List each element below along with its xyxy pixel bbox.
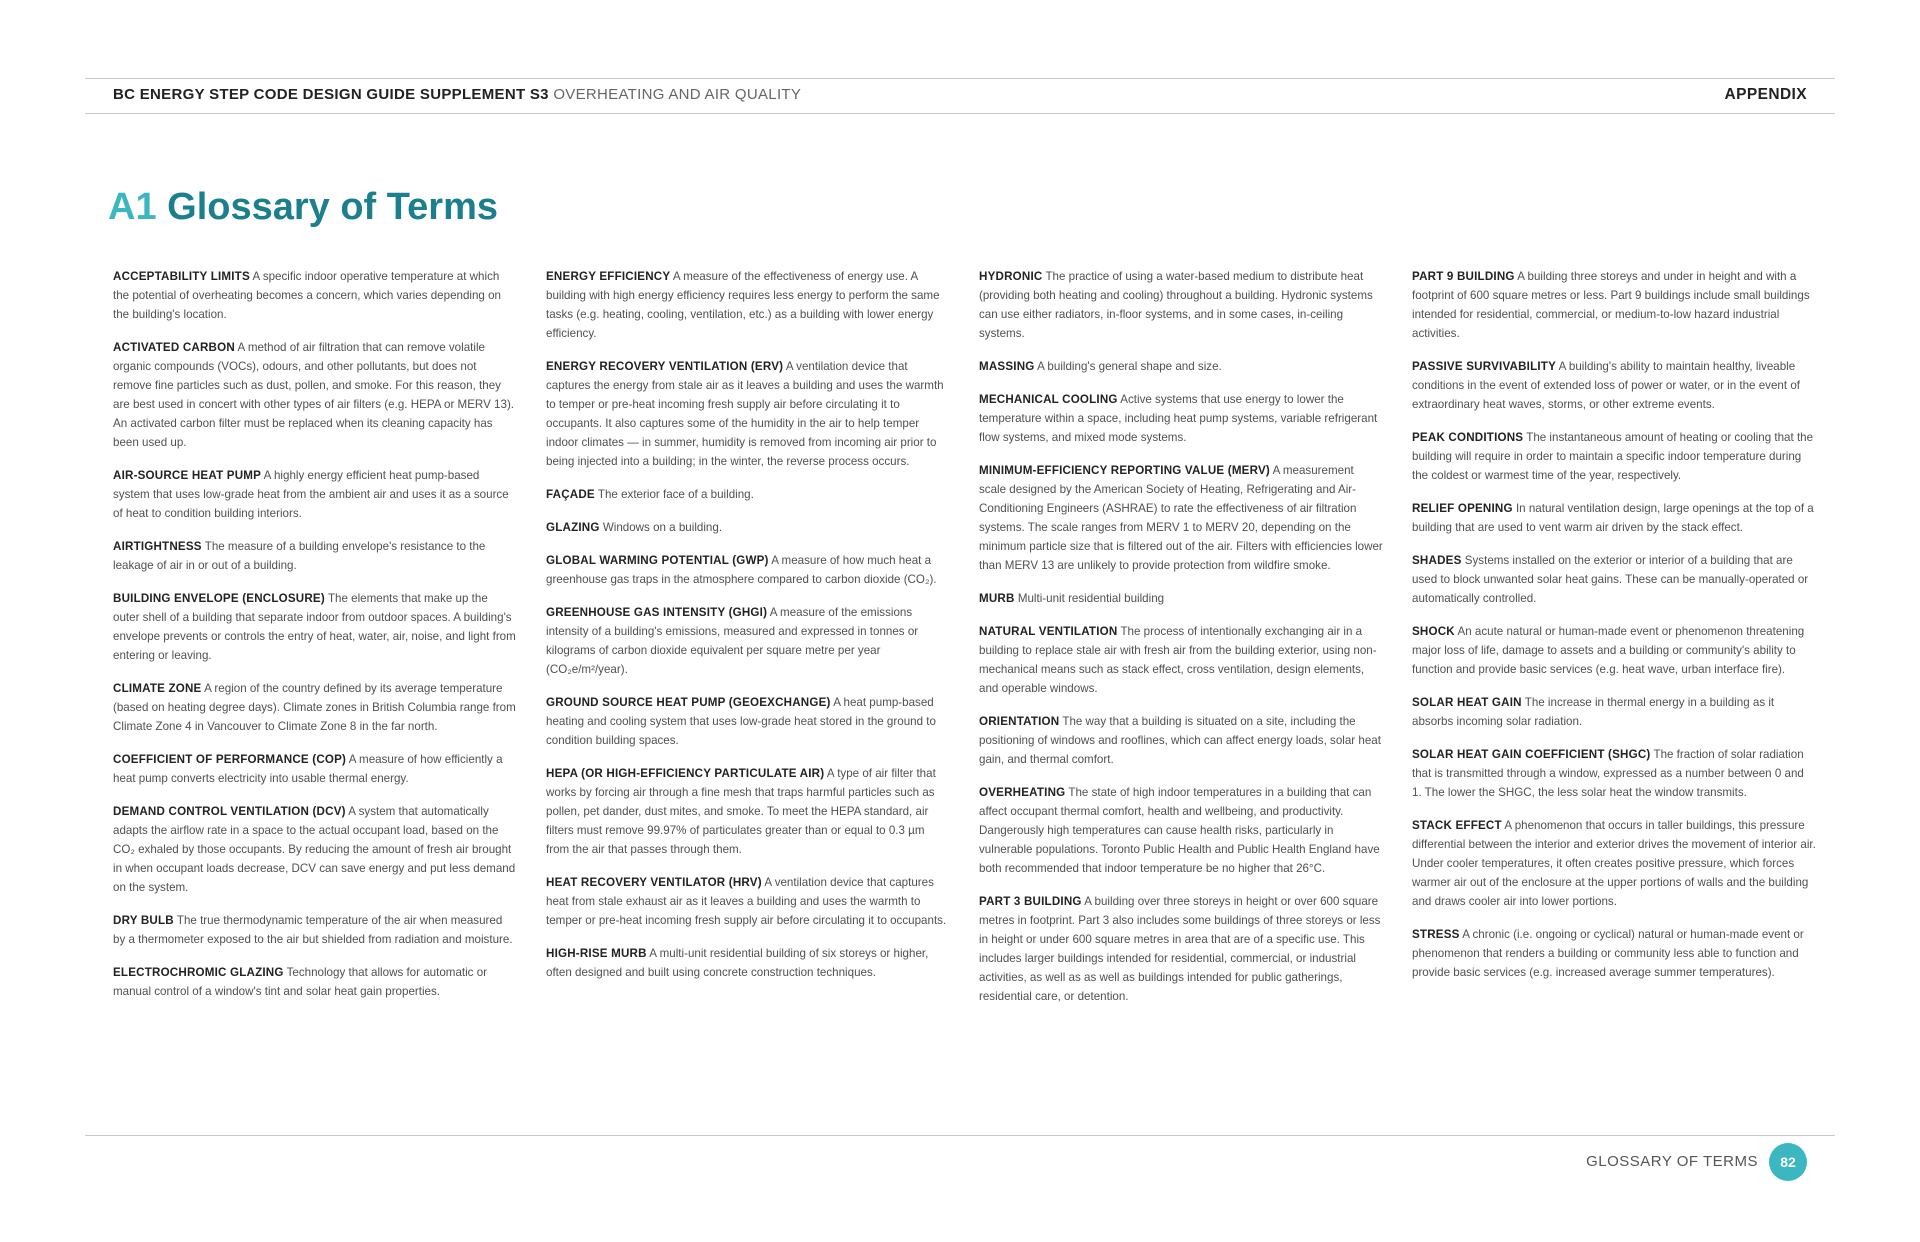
glossary-term: DEMAND CONTROL VENTILATION (DCV) [113,805,346,818]
header-top-rule [85,78,1835,79]
section-label: APPENDIX [1724,86,1807,103]
glossary-entry [1412,925,1816,982]
glossary-definition: A ventilation device that captures the energy from stale air as it leaves a building and uses the warmth to temper or pre-heat incoming fresh supply air before circulating it to occupants. It also captures some of the humidity in the air to help temper indoor climates — in summer, humidity is removed from incoming air prior to being injected into a building; in the winter, the reverse process occurs. [546,360,944,468]
glossary-definition: An acute natural or human-made event or phenomenon threatening major loss of life, damage to assets and a building or community's ability to function and provide basic services (e.g. heat wave, urban interface fire). [1412,625,1805,676]
glossary-definition: The true thermodynamic temperature of the air when measured by a thermometer exposed to the air but shielded from radiation and moisture. [113,914,513,946]
glossary-definition: The practice of using a water-based medium to distribute heat (providing both heating and cooling) throughout a building. Hydronic systems can use either radiators, in-floor systems, and in some cases, in-ceiling systems. [979,270,1373,340]
glossary-term: ORIENTATION [979,715,1060,728]
glossary-definition: A phenomenon that occurs in taller buildings, this pressure differential between the interior and exterior drives the movement of interior air. Under cooler temperatures, it often creates positive pressure, which forces warmer air out of the enclosure at the upper portions of walls and the building and draws cooler air into lower portions. [1412,819,1816,908]
document-subtitle: OVERHEATING AND AIR QUALITY [553,86,802,103]
glossary-definition: A measure of the emissions intensity of a building's emissions, measured and expressed in tonnes or kilograms of carbon dioxide equivalent per square metre per year (CO₂e/m²/year). [546,606,919,676]
glossary-definition: The instantaneous amount of heating or cooling that the building will require in order to maintain a specific indoor temperature during the coldest or warmest time of the year, respectively. [1412,431,1814,482]
glossary-definition: The fraction of solar radiation that is transmitted through a window, expressed as a number between 0 and 1. The lower the SHGC, the less solar heat the window transmits. [1412,748,1804,799]
glossary-term: HEPA (OR HIGH-EFFICIENCY PARTICULATE AIR) [546,767,825,780]
glossary-column-3 [979,267,1383,1020]
glossary-entry [546,357,950,471]
glossary-entry [546,518,950,537]
glossary-definition: Active systems that use energy to lower the temperature within a space, including heat pump systems, variable refrigerant flow systems, and mixed mode systems. [979,393,1378,444]
glossary-definition: A ventilation device that captures heat from stale exhaust air as it leaves a building and uses the warmth to temper or pre-heat incoming fresh supply air before circulating it to occupants. [546,876,947,927]
glossary-definition: A building's ability to maintain healthy, liveable conditions in the event of extended loss of power or water, or in the event of extraordinary heat waves, storms, or other extreme events. [1412,360,1800,411]
glossary-definition: A chronic (i.e. ongoing or cyclical) natural or human-made event or phenomenon that renders a building or community less able to function and provide basic services (e.g. increased average summer temperatures). [1412,928,1804,979]
footer-rule [85,1135,1835,1136]
glossary-definition: The process of intentionally exchanging air in a building to replace stale air with fresh air from the building exterior, using non-mechanical means such as stack effect, cross ventilation, design elements, and operable windows. [979,625,1377,695]
glossary-term: MINIMUM-EFFICIENCY REPORTING VALUE (MERV) [979,464,1270,477]
glossary-term: GLAZING [546,521,600,534]
glossary-term: PASSIVE SURVIVABILITY [1412,360,1556,373]
glossary-entry [113,589,517,665]
glossary-term: ENERGY EFFICIENCY [546,270,671,283]
glossary-term: PART 3 BUILDING [979,895,1082,908]
glossary-term: SHOCK [1412,625,1455,638]
glossary-entry [113,911,517,949]
glossary-definition: A measure of how efficiently a heat pump converts electricity into usable thermal energy. [113,753,503,785]
glossary-term: FAÇADE [546,488,595,501]
glossary-term: PEAK CONDITIONS [1412,431,1524,444]
glossary-term: BUILDING ENVELOPE (ENCLOSURE) [113,592,325,605]
glossary-entry [546,693,950,750]
glossary-term: MECHANICAL COOLING [979,393,1118,406]
glossary-term: COEFFICIENT OF PERFORMANCE (COP) [113,753,347,766]
glossary-definition: A building over three storeys in height or over 600 square metres in footprint. Part 3 also includes some buildings of three storeys or less in height or under 600 square metres in area that are of a specific use. This includes larger buildings intended for residential, commercial, or industrial activities, as well as as well as buildings intended for public gatherings, residential care, or detention. [979,895,1381,1003]
glossary-term: AIRTIGHTNESS [113,540,202,553]
page-title [108,184,498,230]
glossary-entry [1412,357,1816,414]
glossary-definition: Systems installed on the exterior or interior of a building that are used to block unwanted solar heat gains. These can be manually-operated or automatically controlled. [1412,554,1809,605]
glossary-entry [113,338,517,452]
glossary-term: PART 9 BUILDING [1412,270,1515,283]
glossary-definition: A system that automatically adapts the airflow rate in a space to the actual occupant load, based on the CO₂ exhaled by those occupants. By reducing the amount of fresh air brought in when occupant loads decrease, DCV can save energy and put less demand on the system. [113,805,516,894]
glossary-entry [979,892,1383,1006]
glossary-column-1 [113,267,517,1015]
glossary-column-4 [1412,267,1816,996]
page-title-text: Glossary of Terms [167,186,499,228]
glossary-definition: The state of high indoor temperatures in a building that can affect occupant thermal comfort, health and wellbeing, and productivity. Dangerously high temperatures can cause health risks, particularly in vulnerable populations. Toronto Public Health and Public Health England have both recommended that indoor temperature be no higher that 26°C. [979,786,1380,875]
glossary-entry [113,679,517,736]
glossary-term: MASSING [979,360,1035,373]
glossary-entry [979,589,1383,608]
glossary-term: RELIEF OPENING [1412,502,1513,515]
glossary-term: GLOBAL WARMING POTENTIAL (GWP) [546,554,769,567]
glossary-term: SOLAR HEAT GAIN COEFFICIENT (SHGC) [1412,748,1651,761]
glossary-entry [546,764,950,859]
glossary-term: GROUND SOURCE HEAT PUMP (GEOEXCHANGE) [546,696,831,709]
glossary-definition: The increase in thermal energy in a building as it absorbs incoming solar radiation. [1412,696,1775,728]
glossary-definition: The exterior face of a building. [597,488,754,501]
glossary-term: STRESS [1412,928,1460,941]
glossary-term: STACK EFFECT [1412,819,1502,832]
glossary-entry [546,603,950,679]
glossary-definition: A multi-unit residential building of six storeys or higher, often designed and built using concrete construction techniques. [546,947,929,979]
glossary-term: HEAT RECOVERY VENTILATOR (HRV) [546,876,762,889]
glossary-definition: Technology that allows for automatic or manual control of a window's tint and solar heat gain properties. [113,966,488,998]
glossary-term: ACTIVATED CARBON [113,341,235,354]
glossary-definition: A specific indoor operative temperature at which the potential of overheating becomes a concern, which varies depending on the building's location. [113,270,501,321]
page-title-number: A1 [108,186,157,228]
glossary-entry [1412,267,1816,343]
glossary-definition: The way that a building is situated on a site, including the positioning of windows and rooflines, which can affect energy loads, solar heat gain, and thermal comfort. [979,715,1381,766]
glossary-entry [546,873,950,930]
glossary-definition: In natural ventilation design, large openings at the top of a building that are used to vent warm air driven by the stack effect. [1412,502,1814,534]
page-number-badge: 82 [1769,1143,1807,1181]
glossary-definition: Windows on a building. [602,521,723,534]
glossary-term: ENERGY RECOVERY VENTILATION (ERV) [546,360,784,373]
glossary-column-2 [546,267,950,996]
glossary-term: OVERHEATING [979,786,1066,799]
glossary-entry [979,357,1383,376]
glossary-definition: A measurement scale designed by the American Society of Heating, Refrigerating and Air-Conditioning Engineers (ASHRAE) to rate the effectiveness of air filtration systems. The scale ranges from MERV 1 to MERV 20, depending on the minimum particle size that is filtered out of the air. Filters with efficiencies lower than MERV 13 are unlikely to provide protection from wildfire smoke. [979,464,1383,572]
glossary-definition: The measure of a building envelope's resistance to the leakage of air in or out of a building. [113,540,486,572]
glossary-entry [979,783,1383,878]
glossary-definition: A highly energy efficient heat pump-based system that uses low-grade heat from the ambient air and uses it as a source of heat to condition building interiors. [113,469,509,520]
glossary-definition: A method of air filtration that can remove volatile organic compounds (VOCs), odours, and other pollutants, but does not remove fine particles such as dust, pollen, and smoke. For this reason, they are best used in concert with other types of air filters (e.g. HEPA or MERV 13). An activated carbon filter must be replaced when its cleaning capacity has been used up. [113,341,515,449]
glossary-definition: A region of the country defined by its average temperature (based on heating degree days). Climate zones in British Columbia range from Climate Zone 4 in Vancouver to Climate Zone 8 in the far north. [113,682,516,733]
glossary-term: MURB [979,592,1015,605]
header-bottom-rule [85,113,1835,114]
glossary-definition: A building three storeys and under in height and with a footprint of 600 square metres or less. Part 9 buildings include small buildings intended for residential, commercial, or medium-to-low hazard industrial activities. [1412,270,1810,340]
glossary-term: ACCEPTABILITY LIMITS [113,270,250,283]
glossary-definition: A heat pump-based heating and cooling system that uses low-grade heat stored in the ground to condition building spaces. [546,696,936,747]
running-header [113,85,801,105]
glossary-term: NATURAL VENTILATION [979,625,1118,638]
glossary-definition: Multi-unit residential building [1017,592,1165,605]
glossary-term: DRY BULB [113,914,174,927]
glossary-entry [546,944,950,982]
glossary-term: SHADES [1412,554,1462,567]
glossary-entry [979,712,1383,769]
glossary-entry [546,485,950,504]
glossary-entry [1412,693,1816,731]
glossary-entry [1412,816,1816,911]
glossary-entry [979,622,1383,698]
glossary-term: GREENHOUSE GAS INTENSITY (GHGI) [546,606,768,619]
glossary-entry [1412,551,1816,608]
glossary-entry [546,267,950,343]
glossary-definition: The elements that make up the outer shell of a building that separate indoor from outdoor spaces. A building's envelope prevents or controls the entry of heat, water, air, noise, and light from entering or leaving. [113,592,516,662]
glossary-entry [113,466,517,523]
glossary-term: AIR-SOURCE HEAT PUMP [113,469,262,482]
glossary-entry [979,390,1383,447]
glossary-entry [979,461,1383,575]
glossary-definition: A measure of the effectiveness of energy use. A building with high energy efficiency requires less energy to perform the same tasks (e.g. heating, cooling, ventilation, etc.) as a building with lower energy efficiency. [546,270,940,340]
glossary-term: HYDRONIC [979,270,1043,283]
glossary-term: HIGH-RISE MURB [546,947,647,960]
glossary-entry [979,267,1383,343]
glossary-entry [1412,745,1816,802]
glossary-term: SOLAR HEAT GAIN [1412,696,1522,709]
glossary-term: CLIMATE ZONE [113,682,202,695]
glossary-definition: A building's general shape and size. [1037,360,1222,373]
glossary-definition: A measure of how much heat a greenhouse gas traps in the atmosphere compared to carbon dioxide (CO₂). [546,554,937,586]
glossary-entry [113,537,517,575]
glossary-definition: A type of air filter that works by forcing air through a fine mesh that traps harmful particles such as pollen, pet dander, dust mites, and smoke. To meet the HEPA standard, air filters must remove 99.97% of particulates greater than or equal to 0.3 µm from the air that passes through them. [546,767,936,856]
glossary-term: ELECTROCHROMIC GLAZING [113,966,284,979]
glossary-entry [113,963,517,1001]
footer-section-label: GLOSSARY OF TERMS [1586,1153,1758,1170]
glossary-entry [1412,622,1816,679]
glossary-entry [113,267,517,324]
glossary-entry [1412,428,1816,485]
glossary-entry [113,750,517,788]
glossary-entry [1412,499,1816,537]
glossary-entry [113,802,517,897]
document-title: BC ENERGY STEP CODE DESIGN GUIDE SUPPLEMENT S3 [113,86,549,103]
glossary-entry [546,551,950,589]
